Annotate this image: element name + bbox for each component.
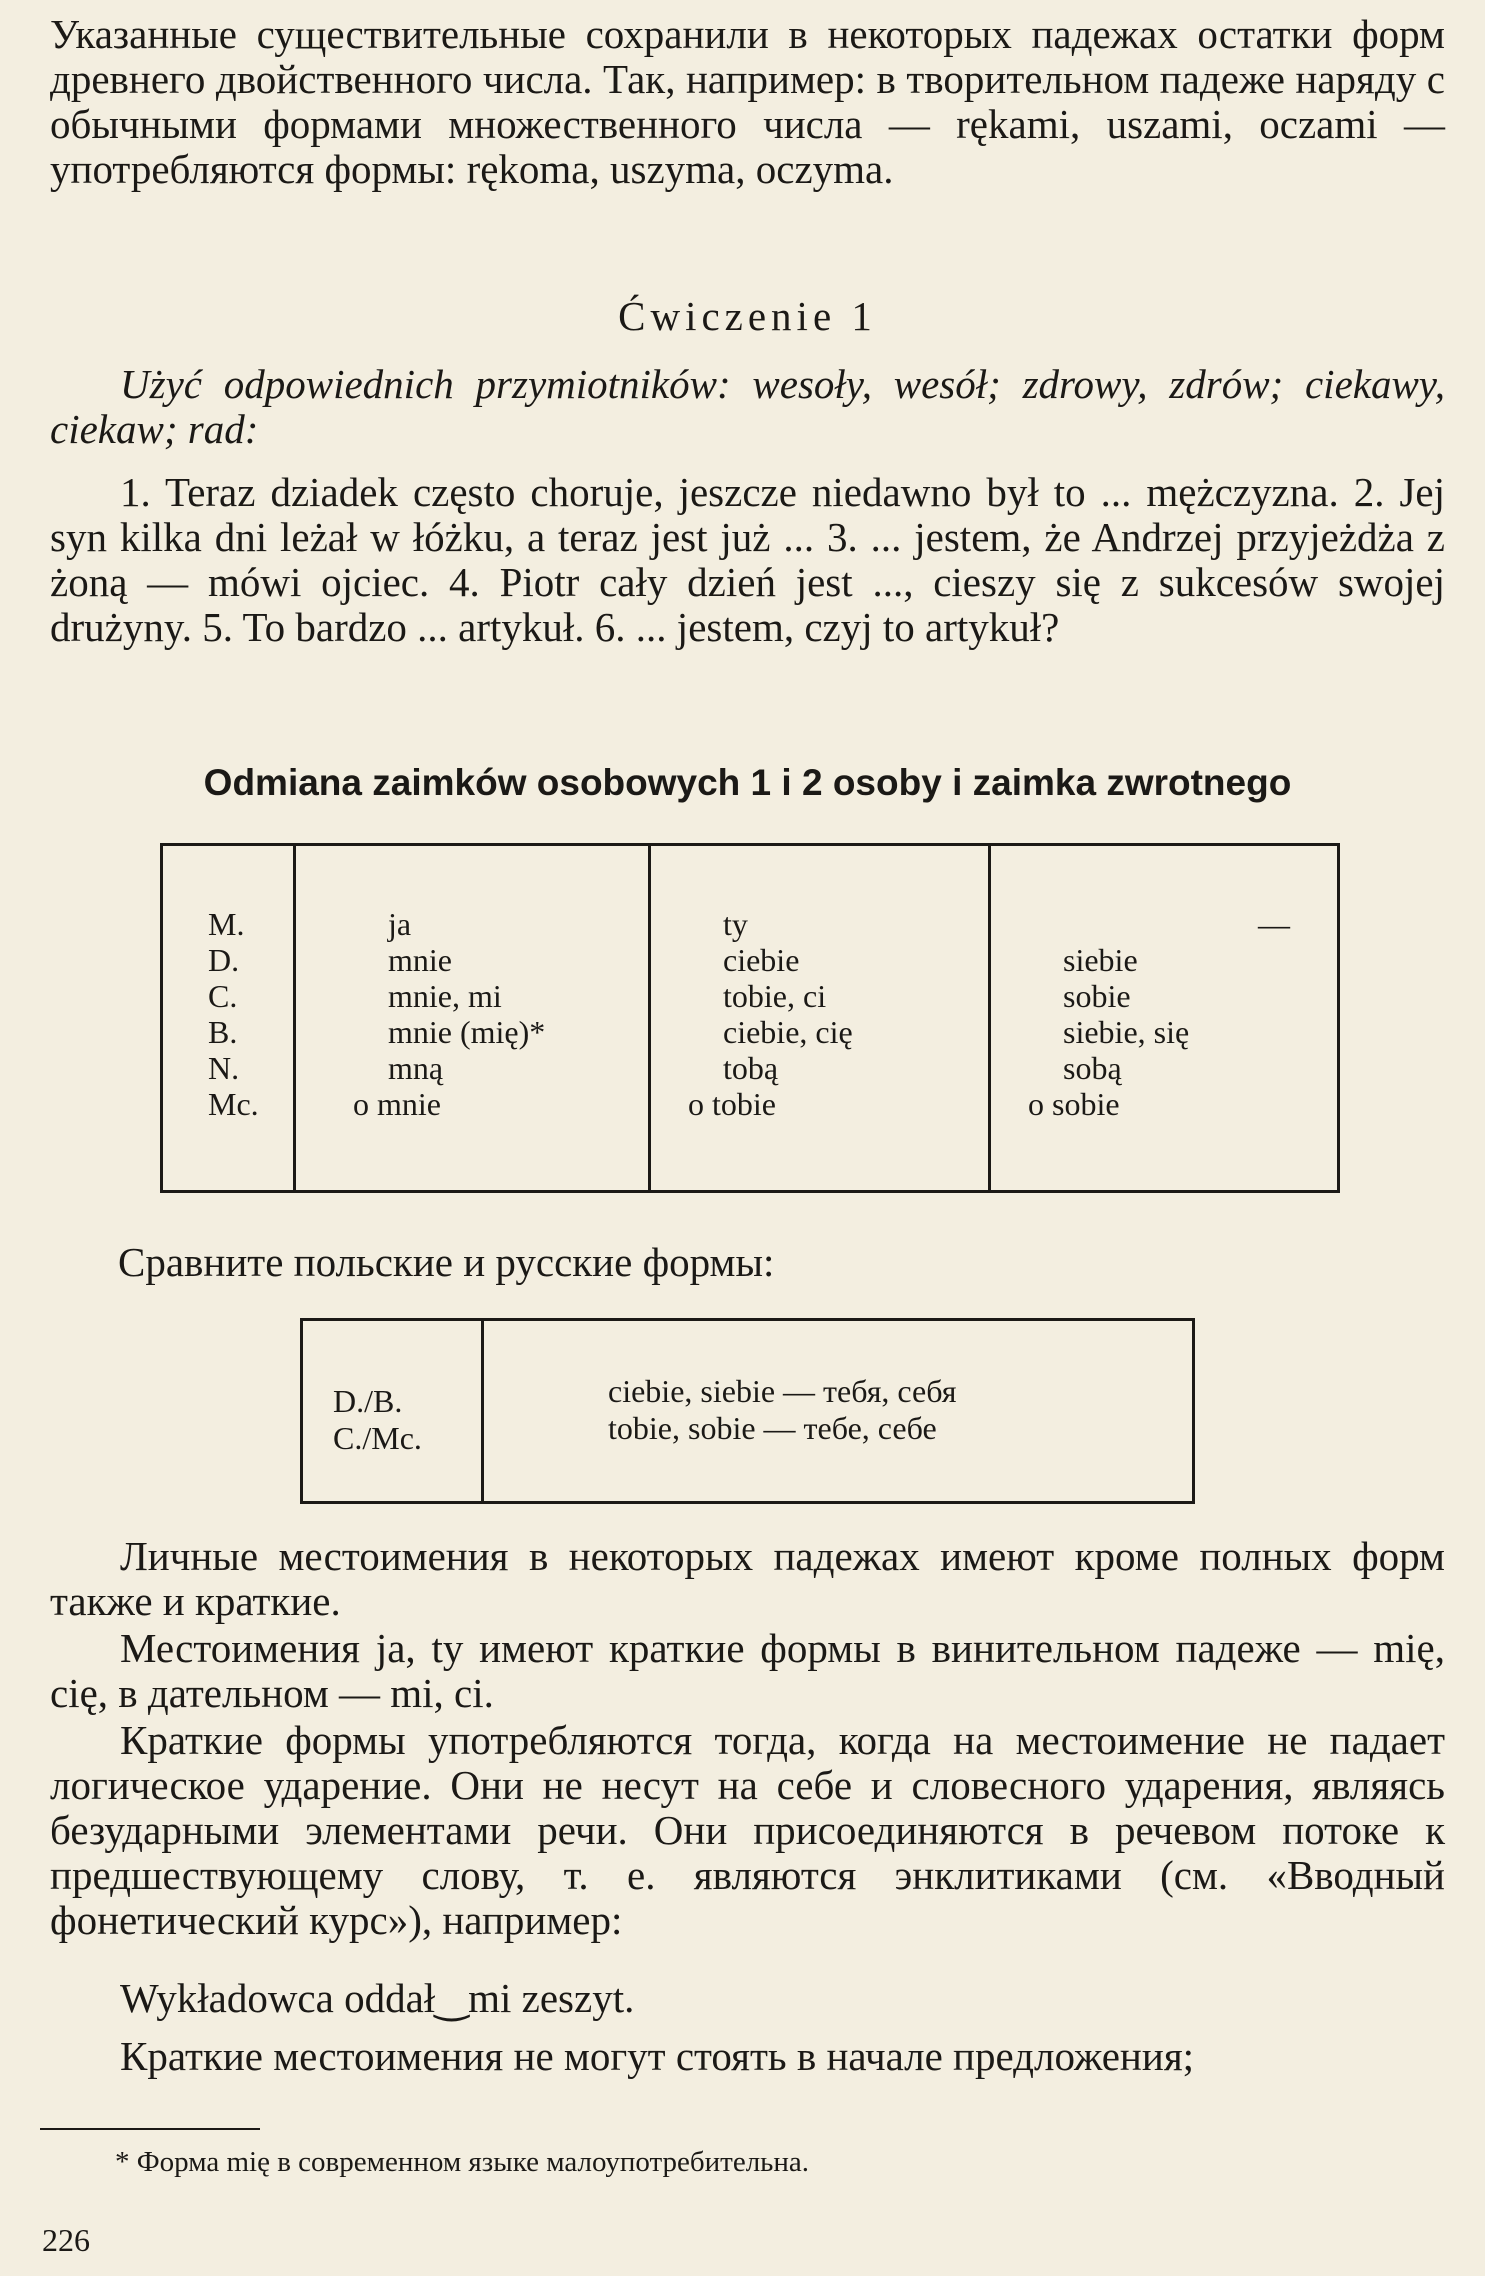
case-label: M.	[208, 906, 245, 942]
ja-form: ja	[388, 906, 412, 942]
ja-form: mnie (mię)*	[388, 1014, 546, 1050]
ty-form: ciebie, cię	[723, 1014, 853, 1050]
intro-paragraph: Указанные существительные сохранили в некоторых падежах остатки форм древнего двойственного числа. Так, например: в творительном падеже наряду с обычными формами множественного числа — rękami, uszami, oczami — употребляются формы: rękoma, uszyma, oczyma.	[50, 11, 1445, 192]
case-label: N.	[208, 1050, 240, 1086]
reflexive-column	[1028, 906, 1290, 1122]
ty-form: o tobie	[688, 1086, 776, 1122]
reflexive-form: —	[1258, 906, 1290, 942]
case-label: D./B.	[333, 1383, 403, 1419]
page-number: 226	[42, 2222, 90, 2258]
paragraph-position: Краткие местоимения не могут стоять в начале предложения;	[120, 2033, 1195, 2079]
ty-form: tobie, ci	[723, 978, 827, 1014]
cases-column	[208, 906, 259, 1122]
compare-forms	[608, 1373, 956, 1447]
exercise-text: 1. Teraz dziadek często choruje, jeszcze niedawno był to ... mężczyzna. 2. Jej syn kilka dni leżał w łóżku, a teraz jest już ... 3. ... jestem, że Andrzej przyjeżdża z żoną — mówi ojciec. 4. Piotr cały dzień jest ..., cieszy się z sukcesów swojej drużyny. 5. To bardzo ... artykuł. 6. ... jestem, czyj to artykuł?	[50, 469, 1445, 650]
footnote: * Форма mię в современном языке малоупотребительна.	[115, 2146, 810, 2178]
reflexive-form: sobie	[1063, 978, 1131, 1014]
paragraph-ja-ty: Местоимения ja, ty имеют краткие формы в винительном падеже — mię, cię, в дательном — mi, ci.	[50, 1625, 1445, 1716]
declension-heading: Odmiana zaimków osobowych 1 i 2 osoby i zaimka zwrotnego	[203, 762, 1292, 803]
declension-table	[160, 843, 1340, 1193]
reflexive-form: sobą	[1063, 1050, 1122, 1086]
example-sentence: Wykładowca oddał‿mi zeszyt.	[120, 1975, 635, 2021]
case-label: D.	[208, 942, 240, 978]
form-pair: tobie, sobie — тебе, себе	[608, 1410, 937, 1446]
reflexive-form: o sobie	[1028, 1086, 1120, 1122]
ty-form: ciebie	[723, 942, 800, 978]
table-divider	[988, 846, 991, 1190]
case-label: Mc.	[208, 1086, 259, 1122]
compare-table	[300, 1318, 1195, 1504]
ja-form: mnie, mi	[388, 978, 502, 1014]
form-pair: ciebie, siebie — тебя, себя	[608, 1373, 957, 1409]
case-label: C.	[208, 978, 238, 1014]
footnote-rule	[40, 2128, 260, 2130]
ja-form: mnie	[388, 942, 452, 978]
exercise-instruction: Użyć odpowiednich przymiotników: wesoły, wesół; zdrowy, zdrów; ciekawy, ciekaw; rad:	[50, 361, 1445, 452]
ja-form: mną	[388, 1050, 444, 1086]
case-label: B.	[208, 1014, 238, 1050]
ty-form: tobą	[723, 1050, 779, 1086]
compare-heading: Сравните польские и русские формы:	[118, 1239, 775, 1285]
ja-column	[353, 906, 545, 1122]
paragraph-short-forms: Личные местоимения в некоторых падежах имеют кроме полных форм также и краткие.	[50, 1533, 1445, 1624]
reflexive-form: siebie, się	[1063, 1014, 1190, 1050]
ty-form: ty	[723, 906, 748, 942]
table-divider	[481, 1321, 484, 1501]
paragraph-enclitics: Краткие формы употребляются тогда, когда на местоимение не падает логическое ударение. Они не несут на себе и словесного ударения, являясь безударными элементами речи. Они присоединяются в речевом потоке к предшествующему слову, т. е. являются энклитиками (см. «Вводный фонетический курс»), например:	[50, 1717, 1445, 1943]
reflexive-form: siebie	[1063, 942, 1138, 978]
ja-form: o mnie	[353, 1086, 441, 1122]
case-label: C./Mc.	[333, 1420, 422, 1456]
table-divider	[293, 846, 296, 1190]
table-divider	[648, 846, 651, 1190]
ty-column	[688, 906, 853, 1122]
compare-cases	[333, 1383, 422, 1457]
exercise-title: Ćwiczenie 1	[618, 293, 877, 339]
